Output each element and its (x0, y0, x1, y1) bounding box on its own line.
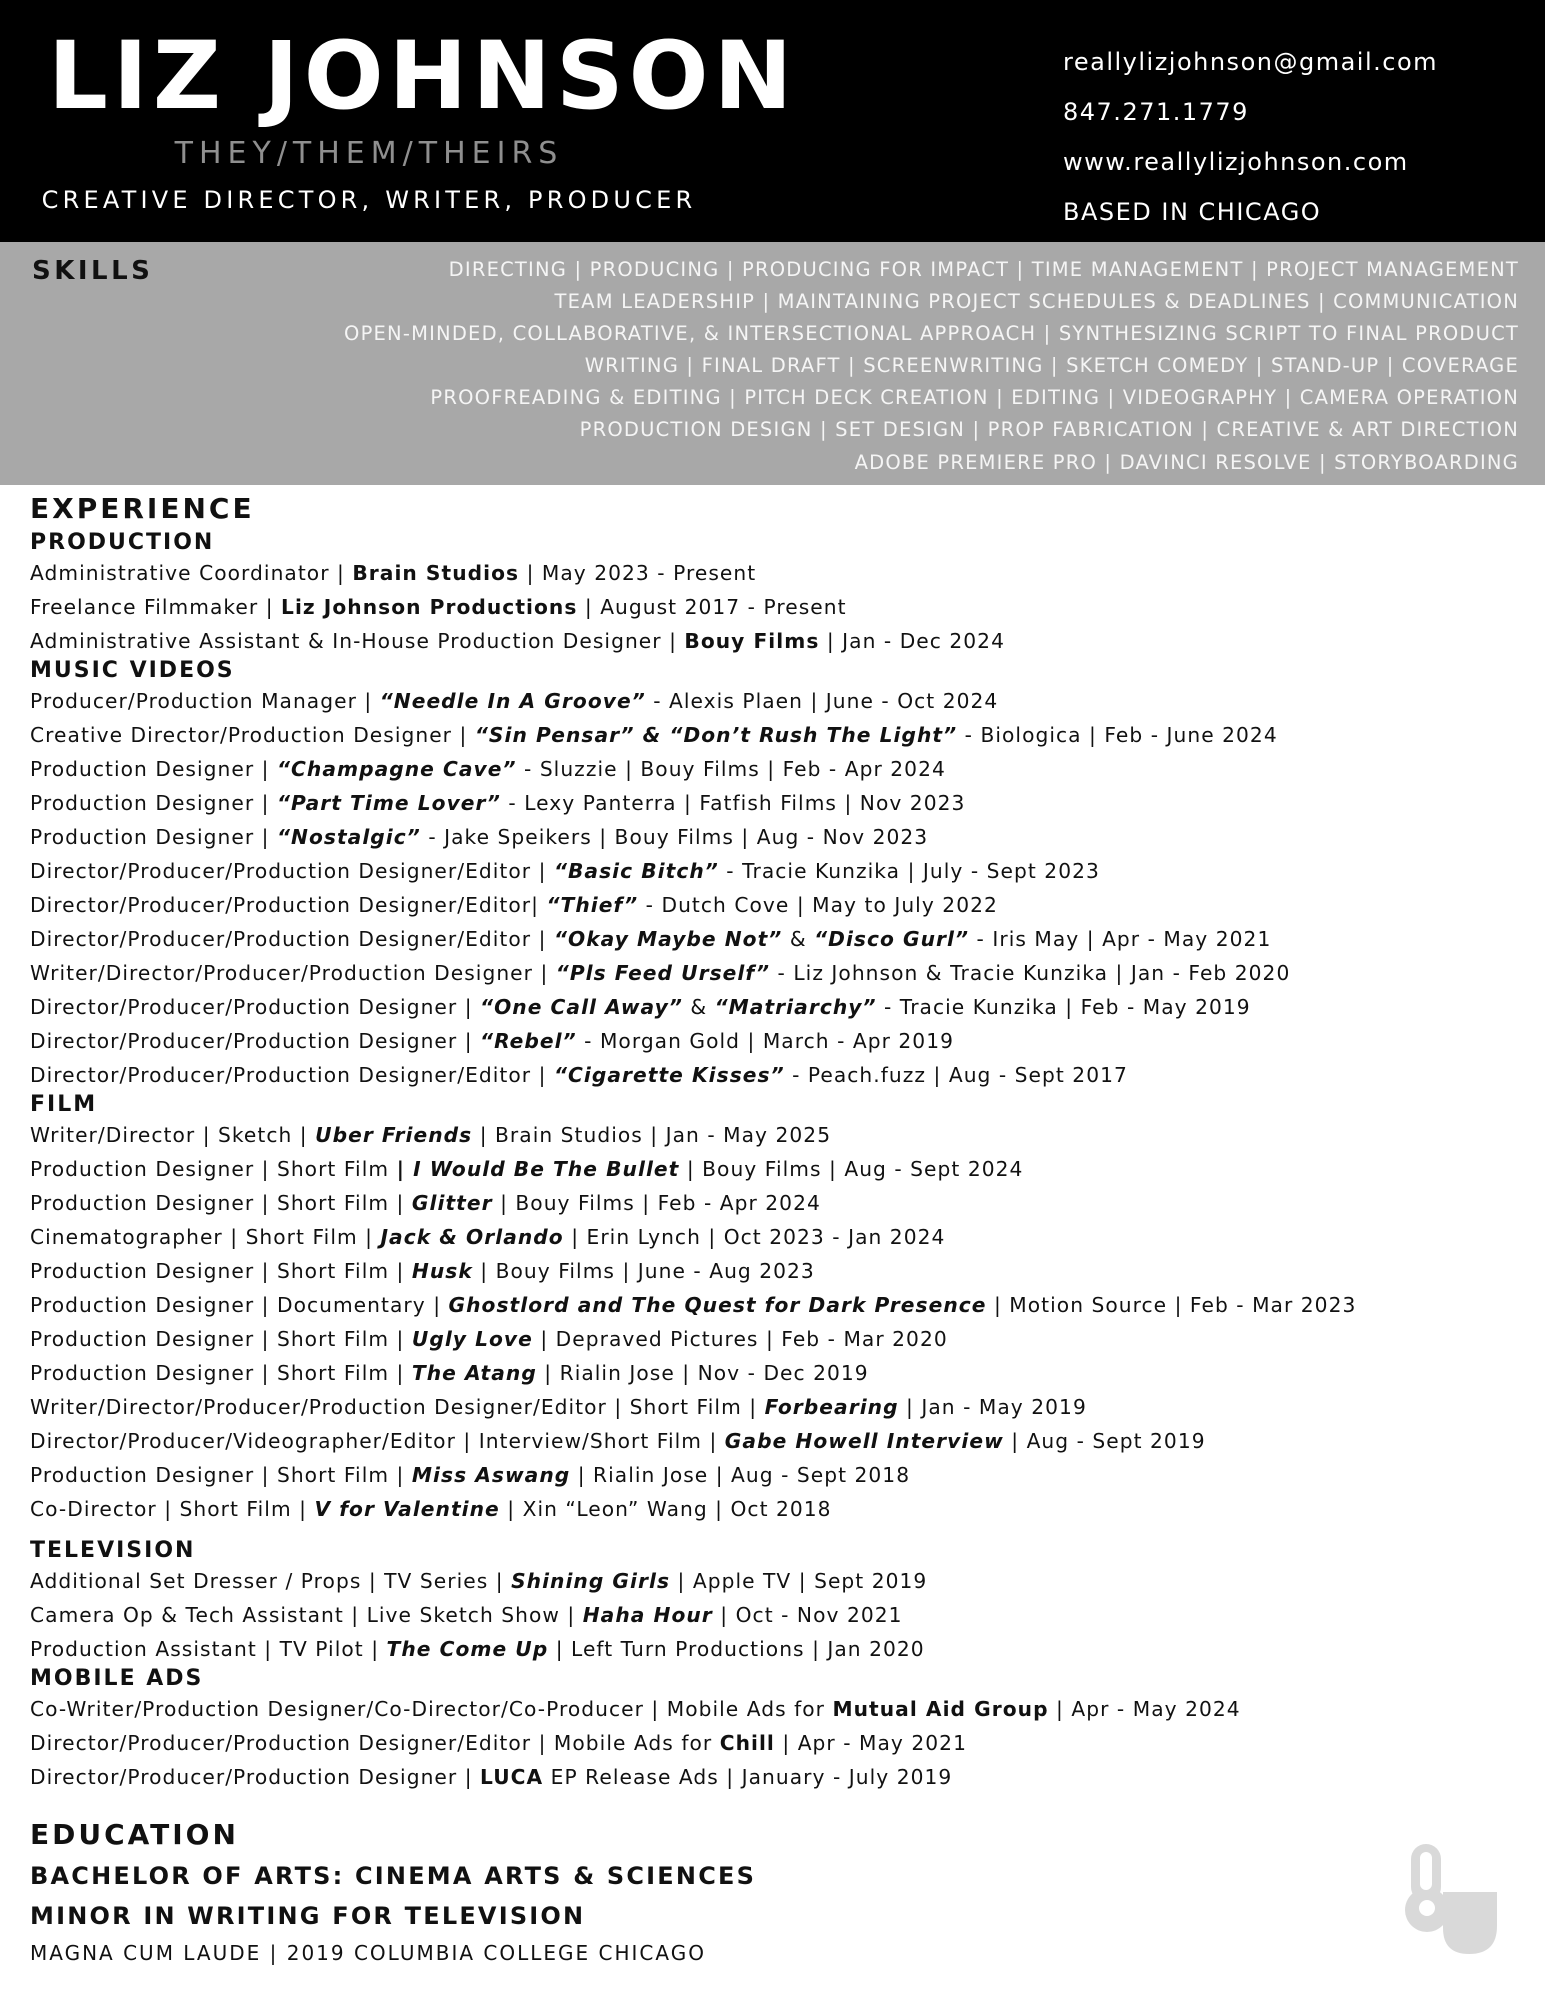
entry-title: Husk (411, 1259, 473, 1283)
experience-entry (30, 752, 1520, 786)
entry-details: | Apr - May 2021 (774, 1731, 967, 1755)
entry-details: | Rialin Jose | Aug - Sept 2018 (570, 1463, 911, 1487)
entry-role: Producer/Production Manager | (30, 689, 380, 713)
resume-header (0, 0, 1545, 242)
entry-role: Production Designer | Short Film | (30, 1327, 412, 1351)
experience-entry (30, 1220, 1520, 1254)
entry-details: - Biologica | Feb - June 2024 (957, 723, 1278, 747)
entry-details: - Alexis Plaen | June - Oct 2024 (645, 689, 999, 713)
entry-details: - Peach.fuzz | Aug - Sept 2017 (784, 1063, 1128, 1087)
skills-line: ADOBE PREMIERE PRO | DAVINCI RESOLVE | STORYBOARDING (854, 450, 1519, 474)
experience-entry (30, 1726, 1520, 1760)
entry-role: Cinematographer | Short Film | (30, 1225, 381, 1249)
entry-details: - Tracie Kunzika | Feb - May 2019 (876, 995, 1251, 1019)
experience-entry (30, 1458, 1520, 1492)
entry-details: | Rialin Jose | Nov - Dec 2019 (536, 1361, 869, 1385)
skills-list (344, 254, 1519, 479)
entry-role: Writer/Director | Sketch | (30, 1123, 316, 1147)
entry-company: Liz Johnson Productions (281, 595, 578, 619)
experience-entry (30, 1492, 1520, 1526)
skills-line: TEAM LEADERSHIP | MAINTAINING PROJECT SCHEDULES & DEADLINES | COMMUNICATION (554, 290, 1519, 314)
experience-entry (30, 556, 1520, 590)
production-list (30, 556, 1520, 658)
entry-details: | Bouy Films | Aug - Sept 2024 (679, 1157, 1024, 1181)
entry-details: | Apple TV | Sept 2019 (670, 1569, 928, 1593)
entry-title: Miss Aswang (411, 1463, 571, 1487)
education-heading: EDUCATION (30, 1818, 239, 1851)
entry-details: | Jan - May 2019 (898, 1395, 1087, 1419)
entry-details: - Dutch Cove | May to July 2022 (638, 893, 998, 917)
experience-entry (30, 1390, 1520, 1424)
entry-title: “Okay Maybe Not” (553, 927, 783, 951)
entry-role: Production Assistant | TV Pilot | (30, 1637, 387, 1661)
entry-title: Shining Girls (511, 1569, 671, 1593)
entry-company: Chill (719, 1731, 775, 1755)
entry-company: Bouy Films (684, 629, 820, 653)
skills-heading: SKILLS (32, 256, 154, 286)
degree: BACHELOR OF ARTS: CINEMA ARTS & SCIENCES (30, 1862, 757, 1890)
contact-block (1063, 44, 1438, 244)
experience-entry (30, 1424, 1520, 1458)
entry-role: Co-Writer/Production Designer/Co-Director/Co-Producer | Mobile Ads for (30, 1697, 833, 1721)
entry-details: | Erin Lynch | Oct 2023 - Jan 2024 (563, 1225, 946, 1249)
skills-section (0, 242, 1545, 485)
experience-entry (30, 1356, 1520, 1390)
entry-title: “Matriarchy” (714, 995, 877, 1019)
entry-details: - Sluzzie | Bouy Films | Feb - Apr 2024 (516, 757, 946, 781)
resume-body (30, 488, 1520, 1970)
skills-line: DIRECTING | PRODUCING | PRODUCING FOR IMPACT | TIME MANAGEMENT | PROJECT MANAGEMENT (448, 258, 1519, 281)
entry-role: Creative Director/Production Designer | (30, 723, 475, 747)
full-name: LIZ JOHNSON (48, 22, 798, 131)
entry-details: - Morgan Gold | March - Apr 2019 (576, 1029, 954, 1053)
entry-role: Freelance Filmmaker | (30, 595, 282, 619)
experience-entry (30, 1186, 1520, 1220)
entry-role: Director/Producer/Production Designer/Editor | (30, 927, 554, 951)
entry-title: V for Valentine (314, 1497, 500, 1521)
entry-title: Jack & Orlando (380, 1225, 564, 1249)
experience-entry (30, 854, 1520, 888)
entry-role: Production Designer | Short Film | (30, 1191, 412, 1215)
entry-details: | Oct - Nov 2021 (712, 1603, 903, 1627)
experience-entry (30, 624, 1520, 658)
location: BASED IN CHICAGO (1063, 198, 1322, 226)
film-heading: FILM (30, 1092, 98, 1117)
entry-details: - Liz Johnson & Tracie Kunzika | Jan - Feb 2020 (770, 961, 1291, 985)
experience-entry (30, 1288, 1520, 1322)
experience-entry (30, 888, 1520, 922)
entry-title: Haha Hour (582, 1603, 713, 1627)
entry-company: LUCA (480, 1765, 544, 1789)
entry-role: Director/Producer/Videographer/Editor | Interview/Short Film | (30, 1429, 725, 1453)
entry-details: EP Release Ads | January - July 2019 (543, 1765, 953, 1789)
entry-title: “Disco Gurl” (814, 927, 970, 951)
entry-title: “Sin Pensar” & “Don’t Rush The Light” (474, 723, 958, 747)
experience-entry (30, 718, 1520, 752)
experience-entry (30, 922, 1520, 956)
entry-role: Director/Producer/Production Designer | (30, 1765, 481, 1789)
entry-company: Brain Studios (352, 561, 520, 585)
entry-title: Uber Friends (315, 1123, 473, 1147)
experience-entry (30, 590, 1520, 624)
skills-line: OPEN-MINDED, COLLABORATIVE, & INTERSECTIONAL APPROACH | SYNTHESIZING SCRIPT TO FINAL PRODUCT (344, 322, 1519, 346)
music-videos-heading: MUSIC VIDEOS (30, 658, 235, 683)
entry-title: Glitter (411, 1191, 493, 1215)
email-link[interactable]: reallylizjohnson@gmail.com (1063, 48, 1438, 76)
entry-details: | Brain Studios | Jan - May 2025 (472, 1123, 832, 1147)
entry-title: “Part Time Lover” (276, 791, 501, 815)
entry-details: - Tracie Kunzika | July - Sept 2023 (718, 859, 1100, 883)
skills-line: PRODUCTION DESIGN | SET DESIGN | PROP FABRICATION | CREATIVE & ART DIRECTION (579, 418, 1519, 442)
music-videos-list (30, 684, 1520, 1092)
entry-details: | Depraved Pictures | Feb - Mar 2020 (532, 1327, 948, 1351)
entry-role: Director/Producer/Production Designer/Editor | (30, 1063, 554, 1087)
entry-title: “Pls Feed Urself” (555, 961, 771, 985)
entry-details: | Xin “Leon” Wang | Oct 2018 (499, 1497, 832, 1521)
lj-monogram-icon (1405, 1838, 1505, 1958)
entry-details: | Apr - May 2024 (1048, 1697, 1241, 1721)
entry-role: Writer/Director/Producer/Production Designer/Editor | Short Film | (30, 1395, 765, 1419)
entry-details: | Left Turn Productions | Jan 2020 (548, 1637, 925, 1661)
mobile-ads-list (30, 1692, 1520, 1794)
entry-details: | Bouy Films | Feb - Apr 2024 (492, 1191, 821, 1215)
entry-separator: & (682, 995, 715, 1019)
experience-entry (30, 1598, 1520, 1632)
entry-title: The Atang (411, 1361, 537, 1385)
experience-entry (30, 820, 1520, 854)
entry-role: Director/Producer/Production Designer | (30, 995, 481, 1019)
experience-entry (30, 956, 1520, 990)
entry-details: | Aug - Sept 2019 (1003, 1429, 1206, 1453)
entry-role: Administrative Coordinator | (30, 561, 353, 585)
experience-heading: EXPERIENCE (30, 492, 255, 525)
experience-entry (30, 1632, 1520, 1666)
entry-title: Forbearing (764, 1395, 899, 1419)
experience-entry (30, 1322, 1520, 1356)
entry-details: | May 2023 - Present (519, 561, 757, 585)
experience-entry (30, 1692, 1520, 1726)
entry-title: | I Would Be The Bullet (396, 1157, 680, 1181)
production-heading: PRODUCTION (30, 530, 215, 555)
entry-role: Co-Director | Short Film | (30, 1497, 315, 1521)
experience-entry (30, 684, 1520, 718)
job-titles: CREATIVE DIRECTOR, WRITER, PRODUCER (41, 186, 697, 214)
experience-entry (30, 1118, 1520, 1152)
experience-entry (30, 1058, 1520, 1092)
entry-role: Additional Set Dresser / Props | TV Series | (30, 1569, 512, 1593)
entry-role: Director/Producer/Production Designer/Editor | Mobile Ads for (30, 1731, 720, 1755)
skills-line: PROOFREADING & EDITING | PITCH DECK CREATION | EDITING | VIDEOGRAPHY | CAMERA OPERATION (430, 386, 1519, 410)
entry-role: Production Designer | Short Film | (30, 1259, 412, 1283)
entry-title: Gabe Howell Interview (724, 1429, 1004, 1453)
television-heading: TELEVISION (30, 1538, 196, 1563)
entry-title: Ugly Love (411, 1327, 533, 1351)
experience-entry (30, 1024, 1520, 1058)
entry-details: - Jake Speikers | Bouy Films | Aug - Nov 2023 (420, 825, 929, 849)
entry-details: - Lexy Panterra | Fatfish Films | Nov 2023 (500, 791, 966, 815)
entry-role: Production Designer | Short Film (30, 1157, 397, 1181)
entry-role: Production Designer | (30, 791, 277, 815)
experience-entry (30, 1152, 1520, 1186)
phone-number[interactable]: 847.271.1779 (1063, 98, 1249, 126)
experience-entry (30, 1760, 1520, 1794)
experience-entry (30, 786, 1520, 820)
entry-details: | Motion Source | Feb - Mar 2023 (986, 1293, 1357, 1317)
mobile-ads-heading: MOBILE ADS (30, 1666, 204, 1691)
entry-role: Production Designer | Short Film | (30, 1463, 412, 1487)
experience-entry (30, 1254, 1520, 1288)
entry-details: | Bouy Films | June - Aug 2023 (472, 1259, 815, 1283)
skills-line: WRITING | FINAL DRAFT | SCREENWRITING | SKETCH COMEDY | STAND-UP | COVERAGE (584, 354, 1519, 378)
entry-role: Director/Producer/Production Designer/Editor| (30, 893, 547, 917)
entry-role: Director/Producer/Production Designer | (30, 1029, 481, 1053)
entry-role: Writer/Director/Producer/Production Designer | (30, 961, 556, 985)
entry-role: Director/Producer/Production Designer/Editor | (30, 859, 554, 883)
experience-entry (30, 1564, 1520, 1598)
entry-separator: & (782, 927, 815, 951)
entry-role: Production Designer | Documentary | (30, 1293, 449, 1317)
entry-title: “Needle In A Groove” (379, 689, 646, 713)
experience-entry (30, 990, 1520, 1024)
entry-role: Production Designer | (30, 757, 277, 781)
entry-role: Production Designer | Short Film | (30, 1361, 412, 1385)
entry-title: “Rebel” (480, 1029, 577, 1053)
entry-company: Mutual Aid Group (832, 1697, 1049, 1721)
website-link[interactable]: www.reallylizjohnson.com (1063, 148, 1409, 176)
entry-title: “Thief” (546, 893, 639, 917)
film-list (30, 1118, 1520, 1526)
minor: MINOR IN WRITING FOR TELEVISION (30, 1902, 586, 1930)
entry-role: Camera Op & Tech Assistant | Live Sketch Show | (30, 1603, 583, 1627)
honors-and-school: MAGNA CUM LAUDE | 2019 COLUMBIA COLLEGE CHICAGO (30, 1941, 706, 1965)
entry-title: “Cigarette Kisses” (553, 1063, 785, 1087)
entry-title: The Come Up (386, 1637, 549, 1661)
entry-title: “Champagne Cave” (276, 757, 517, 781)
entry-role: Administrative Assistant & In-House Production Designer | (30, 629, 685, 653)
entry-title: “Basic Bitch” (553, 859, 719, 883)
entry-title: “One Call Away” (480, 995, 683, 1019)
entry-details: | Jan - Dec 2024 (819, 629, 1005, 653)
entry-role: Production Designer | (30, 825, 277, 849)
entry-details: | August 2017 - Present (577, 595, 847, 619)
entry-title: “Nostalgic” (276, 825, 421, 849)
entry-title: Ghostlord and The Quest for Dark Presence (448, 1293, 987, 1317)
television-list (30, 1564, 1520, 1666)
pronouns: THEY/THEM/THEIRS (174, 136, 564, 171)
entry-details: - Iris May | Apr - May 2021 (969, 927, 1272, 951)
